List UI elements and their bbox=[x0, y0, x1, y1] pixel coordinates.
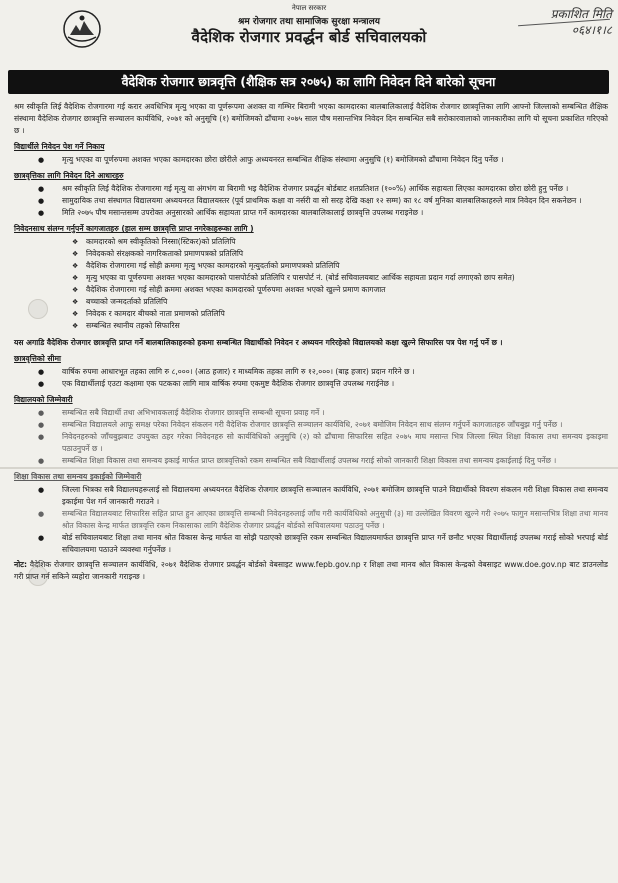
list-item: ● बोर्ड सचिवालयबाट शिक्षा तथा मानव श्रोत विकास केन्द्र मार्फत वा सोझै पठाएको छात्रवृत्ति रकम सम्बन्धित विद्यालयमार्फत छात्रवृत्ति प्राप्त गर्ने छनौट भएका विद्यार्थीलाई उपलब्ध गराई सोको भरपाई बोर्ड सचिवालयमा पठाउने व्यवस्था गर्नुपर्नेछ । bbox=[14, 532, 608, 556]
stamp-date: ०६४।१।८ bbox=[571, 23, 612, 37]
list-item: ❖ निवेदक र कामदार बीचको नाता प्रमाणको प्रतिलिपि bbox=[14, 308, 608, 320]
section-heading: विद्यार्थीले निवेदन पेश गर्ने निकाय bbox=[14, 142, 105, 151]
published-date-stamp bbox=[484, 6, 612, 38]
list-item: ● वार्षिक रुपमा आधारभूत तहका लागि रु ८,०००। (आठ हजार) र माध्यमिक तहका लागि रु १२,०००। (बाह्र हजार) प्रदान गरिने छ । bbox=[14, 366, 608, 378]
list-item: ● एक विद्यार्थीलाई एउटा कक्षामा एक पटकका लागि मात्र वार्षिक रुपमा एकमुष्ट वैदेशिक रोजगार छात्रवृत्ति उपलब्ध गराईनेछ । bbox=[14, 378, 608, 390]
note-label: नोट: bbox=[14, 560, 28, 569]
list-item: ● मिति २०७५ पौष मसान्तसम्म उपरोक्त अनुसारको आर्थिक सहायता प्राप्त गर्ने कामदारका बालबालिकालाई छात्रवृत्ति उपलब्ध गराइनेछ । bbox=[14, 207, 608, 219]
list-item: ❖ कामदारको श्रम स्वीकृतिको निस्सा(स्टिकर)को प्रतिलिपि bbox=[14, 236, 608, 248]
list-item: ❖ वैदेशिक रोजगारमा गई सोही क्रममा मृत्यु भएका कामदारको मृत्युदर्ताको प्रमाणपत्रको प्रतिलिपि bbox=[14, 260, 608, 272]
note-paragraph bbox=[14, 559, 608, 583]
list-item: ● सम्बन्धित सबै विद्यार्थी तथा अभिभावकलाई वैदेशिक रोजगार छात्रवृत्ति सम्बन्धी सूचना प्रवाह गर्ने । bbox=[14, 407, 608, 419]
list-item: ● निवेदनहरुको जाँचबुझबाट उपयुक्त ठहर गरेका निवेदनहरु सो कार्यविधिको अनुसुचि (२) को ढाँचामा सिफारिस सहित २०७५ माघ मसान्त भित्र जिल्ला स्थित शिक्षा विकास तथा समन्वय इकाइमा पठाउनुपर्ने छ । bbox=[14, 431, 608, 455]
list-item: ● सामुदायिक तथा संस्थागत विद्यालयमा अध्ययनरत विद्यालयस्तर (पूर्व प्राथमिक कक्षा वा नर्सरी वा सो सरह देखि कक्षा १२ सम्म) का १८ वर्ष मुनिका बालबालिकाहरुले मात्र निवेदन दिन सकनेछन । bbox=[14, 195, 608, 207]
list-item: ● सम्बन्धित विद्यालयबाट सिफारिस सहित प्राप्त हुन आएका छात्रवृत्ति सम्बन्धी निवेदनहरुलाई जाँच गरी कार्यविधिको अनुसुची (३) मा उल्लेखित विवरण खुल्ने गरी २०७५ फागुन मसान्तभित्र शिक्षा तथा मानव श्रोत विकास केन्द्र मार्फत छात्रवृत्ति रकम निकासाका लागि वैदेशिक रोजगार प्रवर्द्धन बोर्डको सचिवालयमा पठाउनु पर्नेछ । bbox=[14, 508, 608, 532]
notice-body bbox=[14, 101, 608, 583]
list-item: ● श्रम स्वीकृति लिई वैदेशिक रोजगारमा गई मृत्यु वा अंगभंग वा बिरामी भइ वैदेशिक रोजगार प्रवर्द्धन बोर्डबाट शतप्रतिशत (१००%) आर्थिक सहायता लिएका कामदारका छोरा छोरी हुनु पर्नेछ । bbox=[14, 183, 608, 195]
header-ministry: श्रम रोजगार तथा सामाजिक सुरक्षा मन्त्रालय bbox=[238, 17, 380, 27]
list-item: ❖ बच्चाको जन्मदर्ताको प्रतिलिपि bbox=[14, 296, 608, 308]
documents-list bbox=[14, 236, 608, 332]
list-item: ● सम्बन्धित शिक्षा विकास तथा समन्वय इकाई मार्फत प्राप्त छात्रवृत्तिको रकम सम्बन्धित सबै विद्यार्थीलाई उपलब्ध गराई सोको जानकारी शिक्षा विकास तथा समन्वय इकाईलाई दिनु पर्नेछ । bbox=[14, 455, 608, 467]
section-heading: छात्रवृत्तिका लागि निवेदन दिने आधारहरु bbox=[14, 171, 124, 180]
intro-paragraph: श्रम स्वीकृति लिई वैदेशिक रोजगारमा गई करार अवधिभित्र मृत्यु भएका वा पूर्णरूपमा अशक्त वा गम्भिर बिरामी भएका कामदारका बालबालिकालाई वैदेशिक रोजगार छात्रवृत्तिका लागि आफ्नो जिल्लाको सम्बन्धित शैक्षिक संस्थामा वैदेशिक रोजगार छात्रवृत्ति सञ्चालन कार्यविधि, २०७१ को अनुसूचि (१) बमोजिमको ढाँचामा २०७५ साल पौष मसान्तभित्र निवेदन दिन सम्बन्धित सबै सरोकारवालाको जानकारीका लागि यो सूचना प्रकाशित गरिएको छ । bbox=[14, 102, 608, 135]
renewal-paragraph: यस अगाडि वैदेशिक रोजगार छात्रवृत्ति प्राप्त गर्ने बालबालिकाहरुको हकमा सम्बन्धित विद्यार्थीको निवेदन र अध्ययन गरिरहेको विद्यालयको कक्षा खुल्ने सिफारिस पत्र पेश गर्नु पर्ने छ । bbox=[14, 338, 503, 347]
list-item: ● सम्बन्धित विद्यालयले आफू समक्ष परेका निवेदन संकलन गरी वैदेशिक रोजगार छात्रवृत्ति सञ्चालन कार्यविधि, २०७१ बमोजिम निवेदन साथ संलग्न गर्नुपर्ने कागजातहरु जाँचबुझ गर्नु पर्नेछ । bbox=[14, 419, 608, 431]
list-item: ● जिल्ला भित्रका सबै विद्यालयहरूलाई सो विद्यालयमा अध्ययनरत वैदेशिक रोजगार छात्रवृत्ति सञ्चालन कार्यविधि, २०७१ बमोजिम छात्रवृत्ति पाउने विद्यार्थीको विवरण संकलन गरी शिक्षा विकास तथा समन्वय इकाईमा पेश गर्न जानकारी गराउने । bbox=[14, 484, 608, 508]
list-item: ● मृत्यु भएका वा पूर्णरुपमा अशक्त भएका कामदारका छोरा छोरीले आफु अध्ययनरत सम्बन्धित शैक्षिक संस्थामा अनुसुचि (१) बमोजिमको ढाँचामा निवेदन दिनु पर्नेछ । bbox=[14, 154, 608, 166]
section-heading: निवेदनसाथ संलग्न गर्नुपर्ने कागजातहरु (हाल सम्म छात्रवृत्ति प्राप्त नगरेकाहरूका लागि ) bbox=[14, 224, 254, 233]
section-heading: विद्यालयको जिम्मेवारी bbox=[14, 395, 73, 404]
section-heading: शिक्षा विकास तथा समन्वय इकाईको जिम्मेवारी bbox=[14, 472, 142, 481]
section-list bbox=[14, 154, 608, 166]
list-item: ❖ वैदेशिक रोजगारमा गई सोही क्रममा अशक्त भएका कामदारको पूर्णरुपमा अशक्त भएको खुल्ने प्रमाण कागजात bbox=[14, 284, 608, 296]
note-text: वैदेशिक रोजगार छात्रवृत्ति सञ्चालन कार्यविधि, २०७१ वैदेशिक रोजगार प्रवर्द्धन बोर्डको वेबसाइट www.fepb.gov.np र शिक्षा तथा मानव श्रोत विकास केन्द्रको वेबसाइट www.doe.gov.np बाट डाउनलोड गरी प्राप्त गर्न सकिने व्यहोरा जानकारी गराइन्छ । bbox=[14, 560, 608, 581]
stamp-label: प्रकाशित मिति bbox=[550, 7, 612, 21]
section-list bbox=[14, 407, 608, 467]
header-office: वैदेशिक रोजगार प्रवर्द्धन बोर्ड सचिवालयको bbox=[191, 28, 427, 46]
list-item: ❖ मृत्यु भएका वा पूर्णरुपमा अशक्त भएका कामदारको पासपोर्टको प्रतिलिपि र पासपोर्ट नं. (बोर्ड सचिवालयबाट आर्थिक सहायता प्रदान गर्दा लगाएको छाप समेत) bbox=[14, 272, 608, 284]
header-government: नेपाल सरकार bbox=[291, 4, 327, 12]
section-list bbox=[14, 366, 608, 390]
section-list bbox=[14, 484, 608, 556]
notice-title-banner: वैदेशिक रोजगार छात्रवृत्ति (शैक्षिक सत्र २०७५) का लागि निवेदन दिने बारेको सूचना bbox=[8, 70, 609, 94]
section-heading: छात्रवृत्तिको सीमा bbox=[14, 354, 61, 363]
list-item: ❖ सम्बन्धित स्थानीय तहको सिफारिस bbox=[14, 320, 608, 332]
letterhead bbox=[0, 0, 618, 62]
section-list bbox=[14, 183, 608, 219]
list-item: ❖ निवेदकको संरक्षकको नागरिकताको प्रमाणपत्रको प्रतिलिपि bbox=[14, 248, 608, 260]
